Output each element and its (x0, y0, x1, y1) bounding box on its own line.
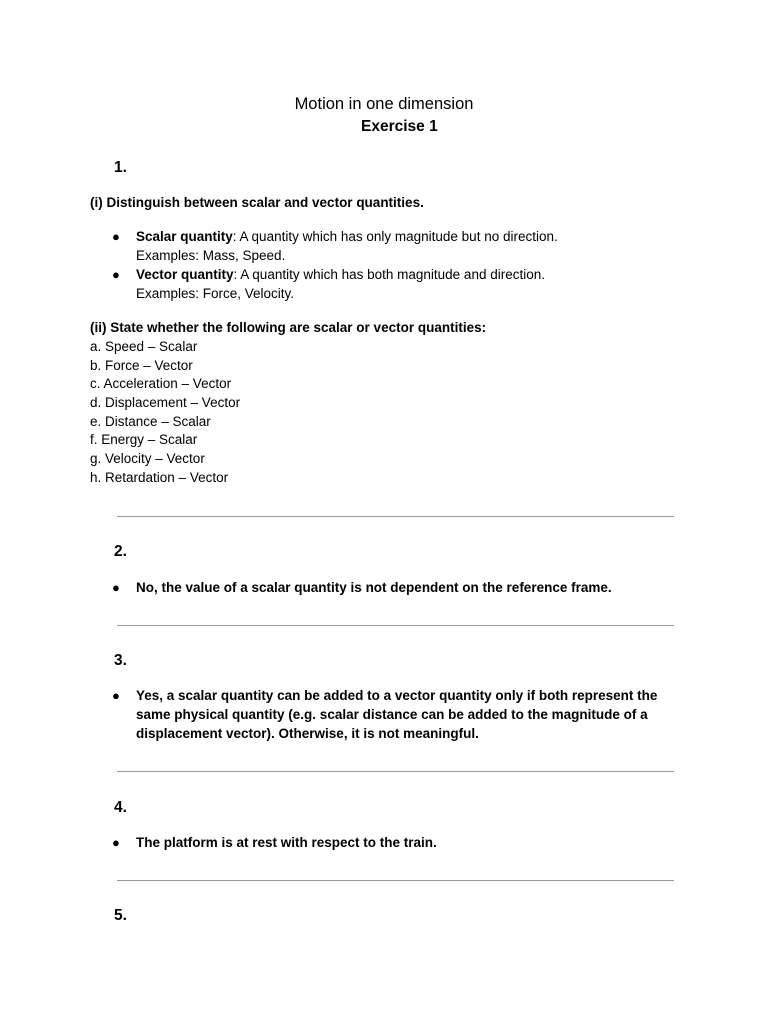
bullet-icon: ● (112, 835, 120, 850)
vector-term: Vector quantity (136, 267, 234, 282)
list-item: h. Retardation – Vector (90, 470, 229, 485)
page-title: Motion in one dimension (294, 95, 474, 113)
divider (117, 771, 674, 772)
list-item: d. Displacement – Vector (90, 395, 241, 410)
page-subtitle: Exercise 1 (361, 118, 438, 135)
question-3-number: 3. (114, 652, 127, 669)
vector-definition-text: : A quantity which has both magnitude and direction. (233, 267, 545, 282)
scalar-definition (136, 228, 558, 247)
question-2-answer: No, the value of a scalar quantity is not dependent on the reference frame. (136, 580, 612, 595)
list-item: c. Acceleration – Vector (90, 376, 232, 391)
bullet-icon: ● (112, 267, 120, 282)
bullet-icon: ● (112, 688, 120, 703)
list-item: g. Velocity – Vector (90, 451, 205, 466)
bullet-icon: ● (112, 229, 120, 244)
question-1-part-ii: (ii) State whether the following are scalar or vector quantities: (90, 320, 487, 335)
question-1-part-i: (i) Distinguish between scalar and vector quantities. (90, 195, 424, 210)
vector-definition (136, 266, 545, 285)
question-4-answer: The platform is at rest with respect to the train. (136, 835, 437, 850)
bullet-icon: ● (112, 580, 120, 595)
divider (117, 625, 674, 626)
scalar-examples: Examples: Mass, Speed. (136, 248, 286, 263)
list-item: f. Energy – Scalar (90, 432, 198, 447)
question-3-answer-line: Yes, a scalar quantity can be added to a vector quantity only if both represent the (136, 688, 658, 703)
question-3-answer-line: displacement vector). Otherwise, it is not meaningful. (136, 726, 479, 741)
divider (117, 880, 674, 881)
scalar-definition-text: : A quantity which has only magnitude but no direction. (232, 229, 558, 244)
list-item: a. Speed – Scalar (90, 339, 198, 354)
scalar-term: Scalar quantity (136, 229, 233, 244)
question-1-number: 1. (114, 159, 127, 176)
vector-examples: Examples: Force, Velocity. (136, 286, 295, 301)
question-3-answer-line: same physical quantity (e.g. scalar distance can be added to the magnitude of a (136, 707, 648, 722)
divider (117, 516, 674, 517)
question-2-number: 2. (114, 543, 127, 560)
question-4-number: 4. (114, 799, 127, 816)
question-5-number: 5. (114, 907, 127, 924)
list-item: b. Force – Vector (90, 358, 193, 373)
list-item: e. Distance – Scalar (90, 414, 211, 429)
